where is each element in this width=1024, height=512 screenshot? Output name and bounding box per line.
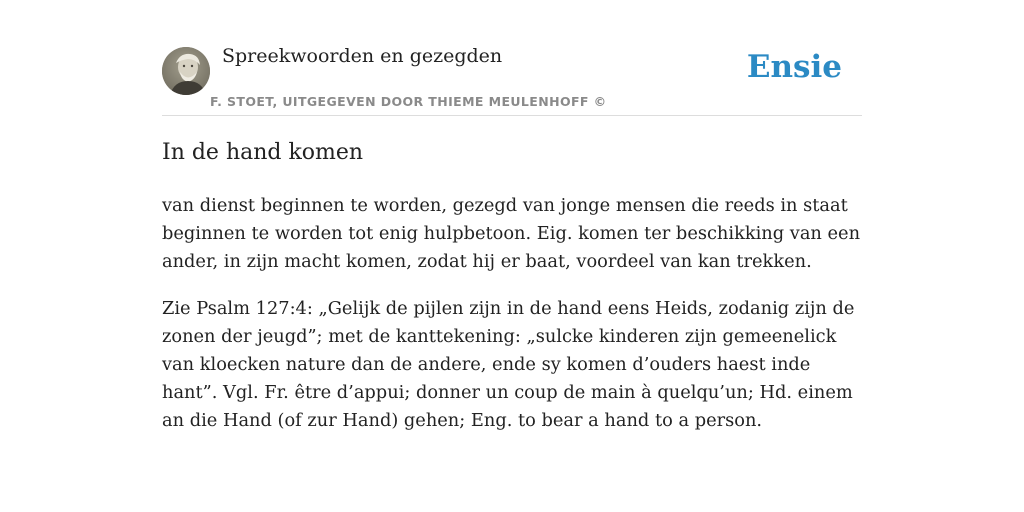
author-portrait-icon[interactable] — [162, 47, 210, 95]
entry-title: In de hand komen — [162, 140, 364, 165]
ensie-logo-link[interactable]: Ensie — [746, 49, 842, 85]
source-title[interactable]: Spreekwoorden en gezegden — [222, 45, 503, 67]
entry-paragraph: van dienst beginnen te worden, gezegd van jonge mensen die reeds in staat beginnen te worden tot enig hulpbetoon. Eig. komen ter beschikking van een ander, in zijn macht komen, zodat hij er baat, voordeel van kan trekken. — [162, 195, 861, 272]
source-credit: F. STOET, UITGEGEVEN DOOR THIEME MEULENHOFF © — [210, 94, 607, 109]
source-header — [162, 0, 862, 116]
entry-paragraph: Zie Psalm 127:4: „Gelijk de pijlen zijn in de hand eens Heids, zodanig zijn de zonen der jeugd”; met de kanttekening: „sulcke kinderen zijn gemeenelick van kloecken nature dan de andere, ende sy komen d’ouders haest inde hant”. Vgl. Fr. être d’appui; donner un coup de main à quelqu’un; Hd. einem an die Hand (of zur Hand) gehen; Eng. to bear a hand to a person. — [162, 298, 855, 431]
entry-body — [162, 192, 862, 454]
content-column — [162, 0, 862, 431]
